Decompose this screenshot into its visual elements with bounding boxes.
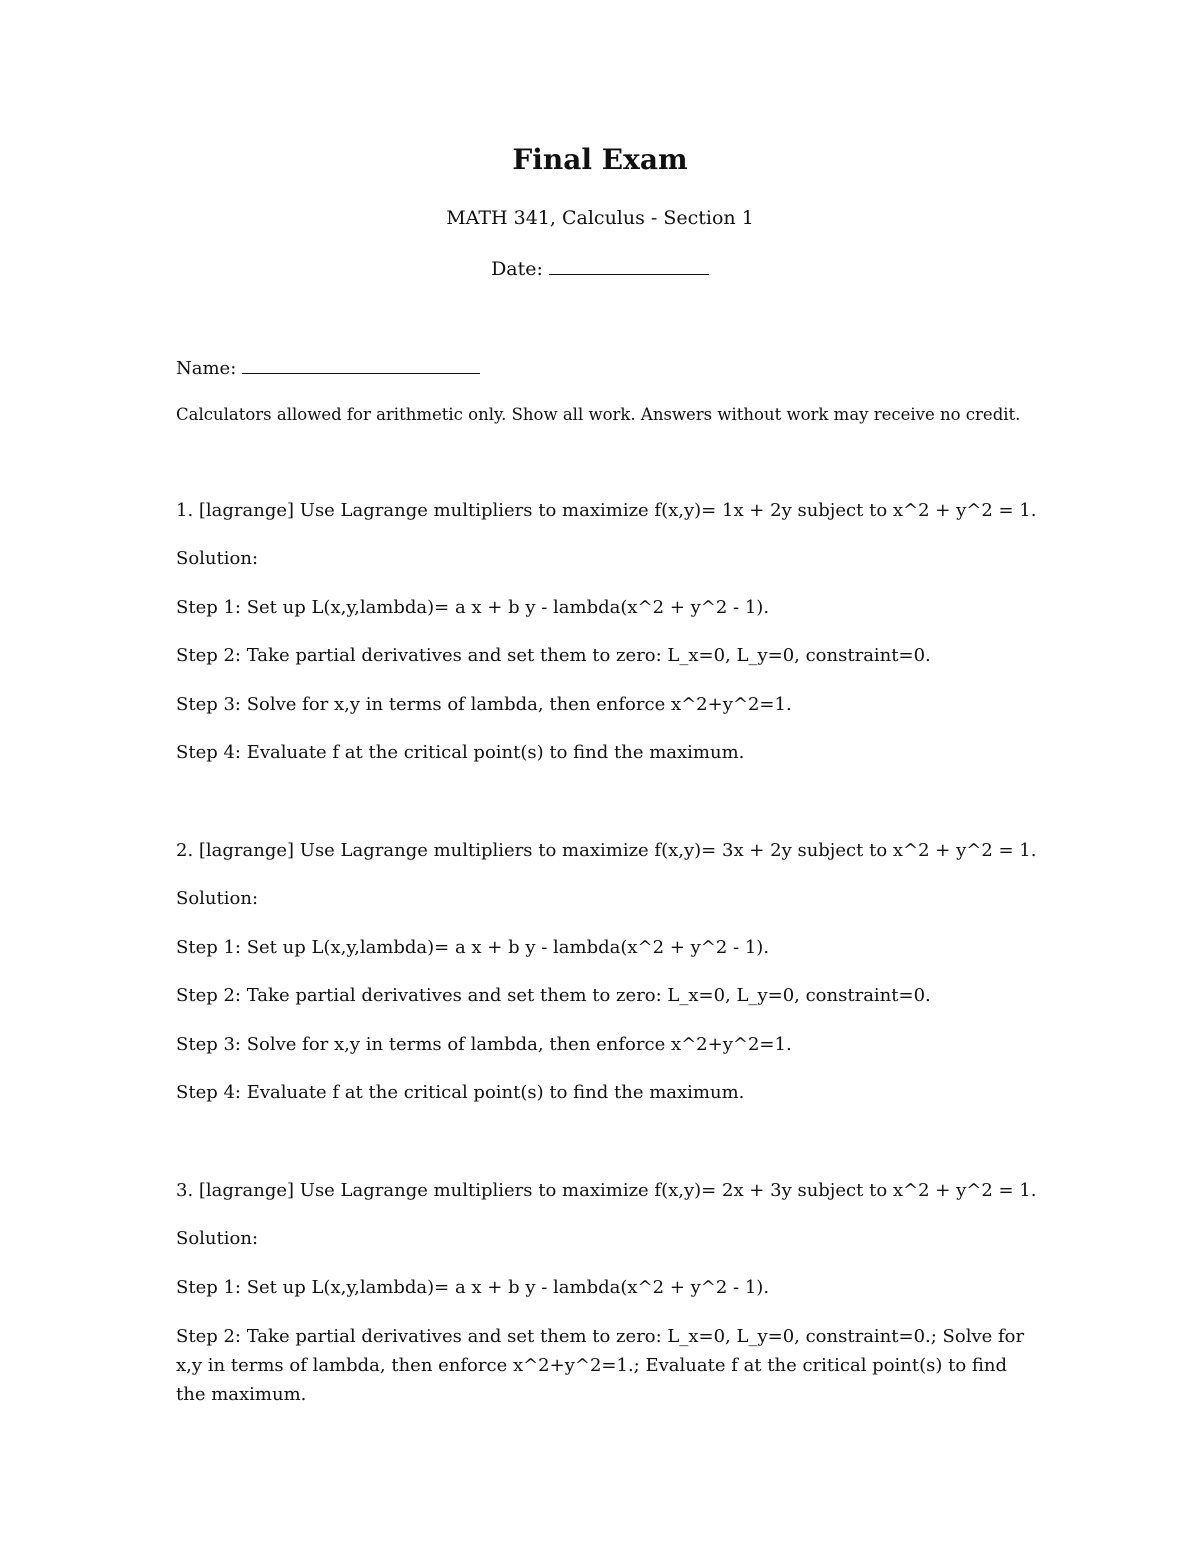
problem-3-step-1: Step 1: Set up L(x,y,lambda)= a x + b y - lambda(x^2 + y^2 - 1).: [176, 1277, 770, 1298]
problem-1-step-2: Step 2: Take partial derivatives and set them to zero: L_x=0, L_y=0, constraint=0.: [176, 645, 931, 666]
date-field: [0, 254, 1200, 284]
problem-1-solution-label: Solution:: [176, 548, 259, 569]
name-label: Name:: [176, 358, 237, 379]
problem-2-step-4: Step 4: Evaluate f at the critical point(s) to find the maximum.: [176, 1082, 745, 1103]
exam-instructions: Calculators allowed for arithmetic only. Show all work. Answers without work may receive no credit.: [176, 405, 1021, 424]
problem-2-step-2: Step 2: Take partial derivatives and set them to zero: L_x=0, L_y=0, constraint=0.: [176, 985, 931, 1006]
problem-3-solution-label: Solution:: [176, 1228, 259, 1249]
date-blank[interactable]: [549, 254, 709, 275]
date-label: Date:: [491, 258, 543, 280]
exam-title: Final Exam: [512, 143, 688, 176]
problem-2-step-3: Step 3: Solve for x,y in terms of lambda, then enforce x^2+y^2=1.: [176, 1034, 792, 1055]
problem-3-step-2: Step 2: Take partial derivatives and set them to zero: L_x=0, L_y=0, constraint=0.; Solve for x,y in terms of lambda, then enforce x^2+y^2=1.; Evaluate f at the critical point(s) to find the maximum.: [176, 1326, 1025, 1405]
name-field: [176, 353, 1026, 383]
problem-2-solution-label: Solution:: [176, 888, 259, 909]
problem-2-prompt: 2. [lagrange] Use Lagrange multipliers to maximize f(x,y)= 3x + 2y subject to x^2 + y^2 = 1.: [176, 840, 1037, 861]
name-blank[interactable]: [242, 353, 480, 374]
problem-1-prompt: 1. [lagrange] Use Lagrange multipliers to maximize f(x,y)= 1x + 2y subject to x^2 + y^2 = 1.: [176, 500, 1037, 521]
problem-2-step-1: Step 1: Set up L(x,y,lambda)= a x + b y - lambda(x^2 + y^2 - 1).: [176, 937, 770, 958]
problem-1-step-1: Step 1: Set up L(x,y,lambda)= a x + b y - lambda(x^2 + y^2 - 1).: [176, 597, 770, 618]
problem-1-step-3: Step 3: Solve for x,y in terms of lambda, then enforce x^2+y^2=1.: [176, 694, 792, 715]
problem-3-prompt: 3. [lagrange] Use Lagrange multipliers to maximize f(x,y)= 2x + 3y subject to x^2 + y^2 = 1.: [176, 1180, 1037, 1201]
course-subtitle: MATH 341, Calculus - Section 1: [446, 207, 754, 229]
problem-1-step-4: Step 4: Evaluate f at the critical point(s) to find the maximum.: [176, 742, 745, 763]
